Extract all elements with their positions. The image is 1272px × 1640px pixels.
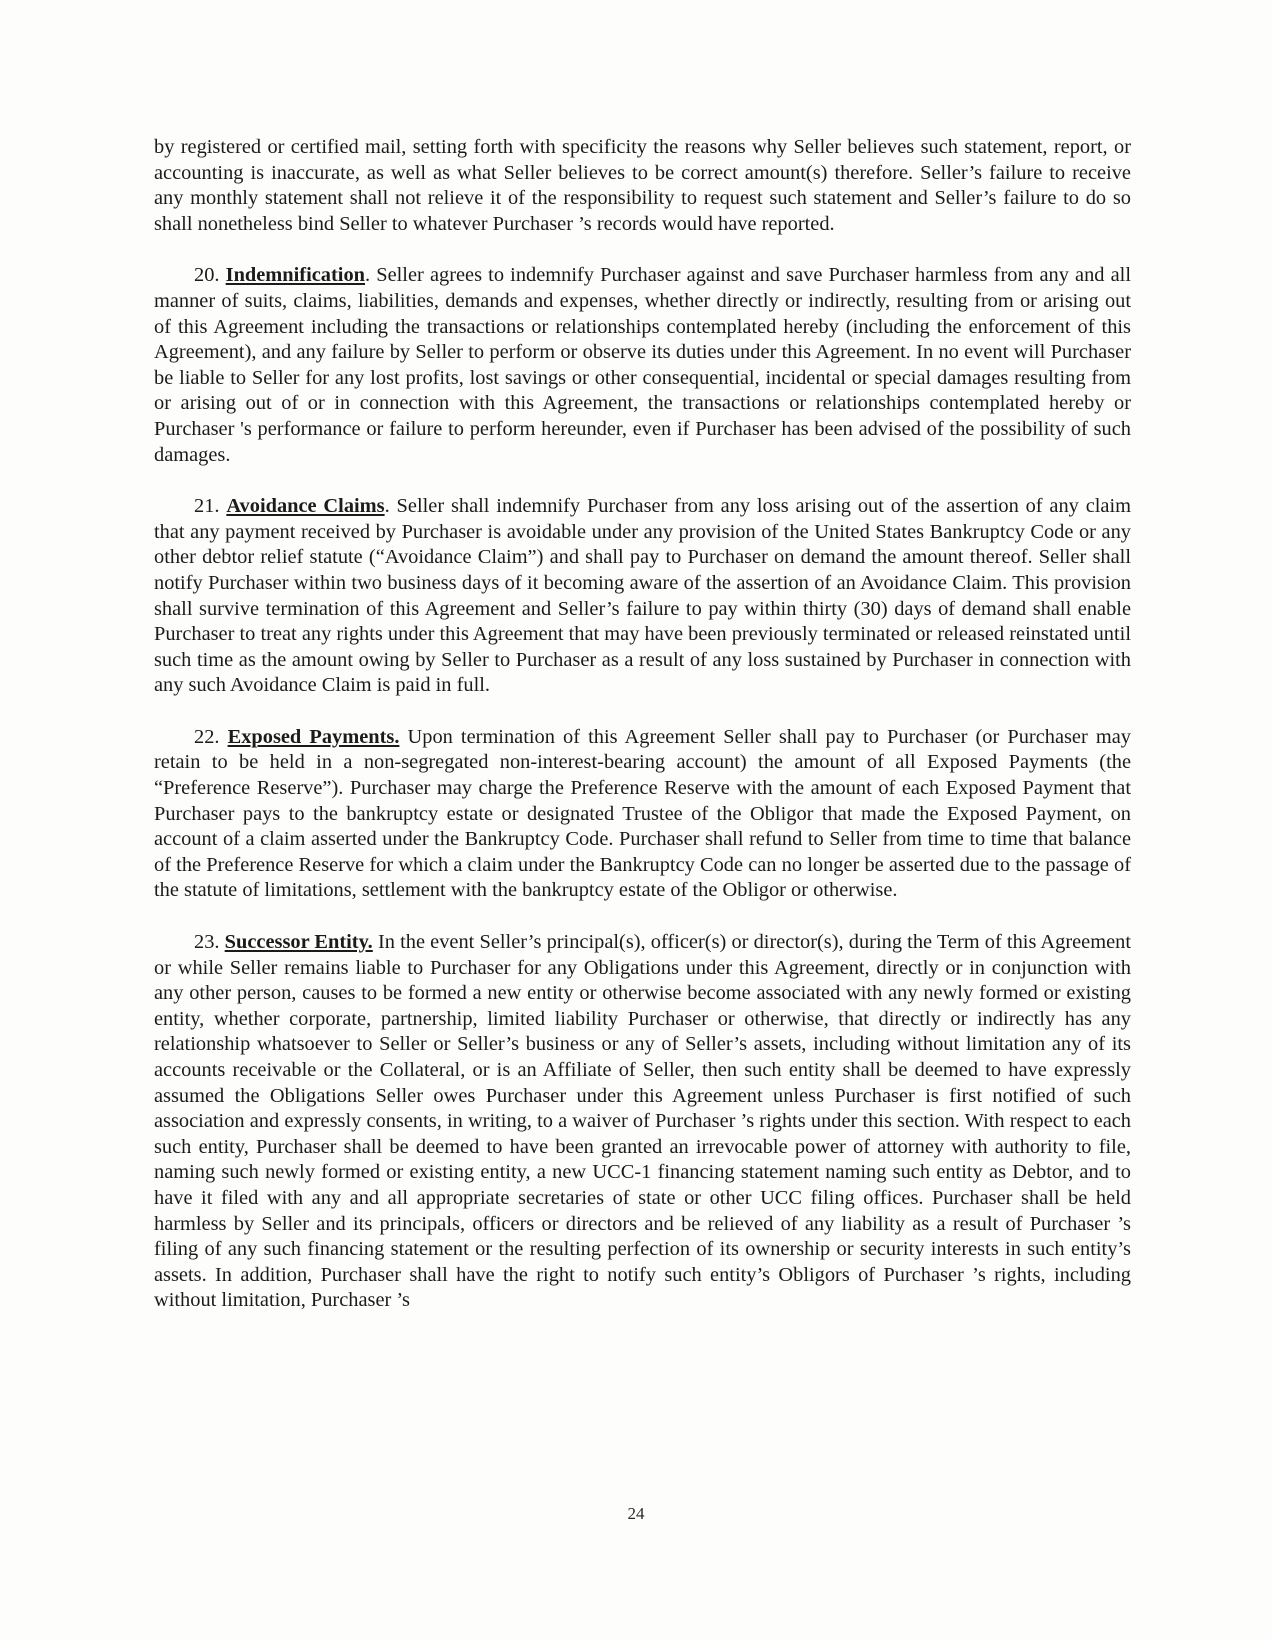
section-heading: Indemnification: [225, 264, 365, 287]
section-heading-suffix: .: [384, 495, 390, 518]
intro-paragraph: by registered or certified mail, setting forth with specificity the reasons why Seller believes such statement, report, or accounting is inaccurate, as well as what Seller believes to be correct amount(s) therefore. Seller’s failure to receive any monthly statement shall not relieve it of the responsibility to request such statement and Seller’s failure to do so shall nonetheless bind Seller to whatever Purchaser ’s records would have reported.: [154, 136, 1131, 235]
section-number: 20.: [194, 264, 220, 287]
section-body: In the event Seller’s principal(s), officer(s) or director(s), during the Term of this Agreement or while Seller remains liable to Purchaser for any Obligations under this Agreement, directly or in conjunction with any other person, causes to be formed a new entity or otherwise become associated with any newly formed or existing entity, whether corporate, partnership, limited liability Purchaser or otherwise, that directly or indirectly has any relationship whatsoever to Seller or Seller’s business or any of Seller’s assets, including without limitation any of its accounts receivable or the Collateral, or is an Affiliate of Seller, then such entity shall be deemed to have expressly assumed the Obligations Seller owes Purchaser under this Agreement unless Purchaser is first notified of such association and expressly consents, in writing, to a waiver of Purchaser ’s rights under this section. With respect to each such entity, Purchaser shall be deemed to have been granted an irrevocable power of attorney with authority to file, naming such newly formed or existing entity, a new UCC-1 financing statement naming such entity as Debtor, and to have it filed with any and all appropriate secretaries of state or other UCC filing offices. Purchaser shall be held harmless by Seller and its principals, officers or directors and be relieved of any liability as a result of Purchaser ’s filing of any such financing statement or the resulting perfection of its ownership or security interests in such entity’s assets. In addition, Purchaser shall have the right to notify such entity’s Obligors of Purchaser ’s rights, including without limitation, Purchaser ’s: [154, 931, 1132, 1312]
section-body: Seller shall indemnify Purchaser from any loss arising out of the assertion of any claim that any payment received by Purchaser is avoidable under any provision of the United States Bankruptcy Code or any other debtor relief statute (“Avoidance Claim”) and shall pay to Purchaser on demand the amount thereof. Seller shall notify Purchaser within two business days of it becoming aware of the assertion of an Avoidance Claim. This provision shall survive termination of this Agreement and Seller’s failure to pay within thirty (30) days of demand shall enable Purchaser to treat any rights under this Agreement that may have been previously terminated or released reinstated until such time as the amount owing by Seller to Purchaser as a result of any loss sustained by Purchaser in connection with any such Avoidance Claim is paid in full.: [154, 495, 1131, 697]
section-number: 22.: [194, 725, 220, 748]
section-21-avoidance-claims: [154, 494, 1131, 699]
section-heading-suffix: .: [365, 264, 371, 287]
section-number: 21.: [194, 495, 220, 518]
section-body: Seller agrees to indemnify Purchaser against and save Purchaser harmless from any and all manner of suits, claims, liabilities, demands and expenses, whether directly or indirectly, resulting from or arising out of this Agreement including the transactions or relationships contemplated hereby (including the enforcement of this Agreement), and any failure by Seller to perform or observe its duties under this Agreement. In no event will Purchaser be liable to Seller for any lost profits, lost savings or other consequential, incidental or special damages resulting from or arising out of or in connection with this Agreement, the transactions or relationships contemplated hereby or Purchaser 's performance or failure to perform hereunder, even if Purchaser has been advised of the possibility of such damages.: [154, 264, 1131, 466]
section-22-exposed-payments: [154, 725, 1131, 904]
document-body: [154, 135, 1131, 1340]
section-heading: Successor Entity.: [224, 931, 373, 954]
page-number: 24: [627, 1504, 645, 1523]
section-heading: Exposed Payments.: [227, 725, 400, 748]
section-20-indemnification: [154, 263, 1131, 468]
section-body: Upon termination of this Agreement Seller shall pay to Purchaser (or Purchaser may retain to be held in a non-segregated non-interest-bearing account) the amount of all Exposed Payments (the “Preference Reserve”). Purchaser may charge the Preference Reserve with the amount of each Exposed Payment that Purchaser pays to the bankruptcy estate or designated Trustee of the Obligor that made the Exposed Payment, on account of a claim asserted under the Bankruptcy Code. Purchaser shall refund to Seller from time to time that balance of the Preference Reserve for which a claim under the Bankruptcy Code can no longer be asserted due to the passage of the statute of limitations, settlement with the bankruptcy estate of the Obligor or otherwise.: [154, 725, 1131, 902]
section-23-successor-entity: [154, 930, 1131, 1314]
section-heading: Avoidance Claims: [226, 495, 385, 518]
section-number: 23.: [194, 931, 220, 954]
